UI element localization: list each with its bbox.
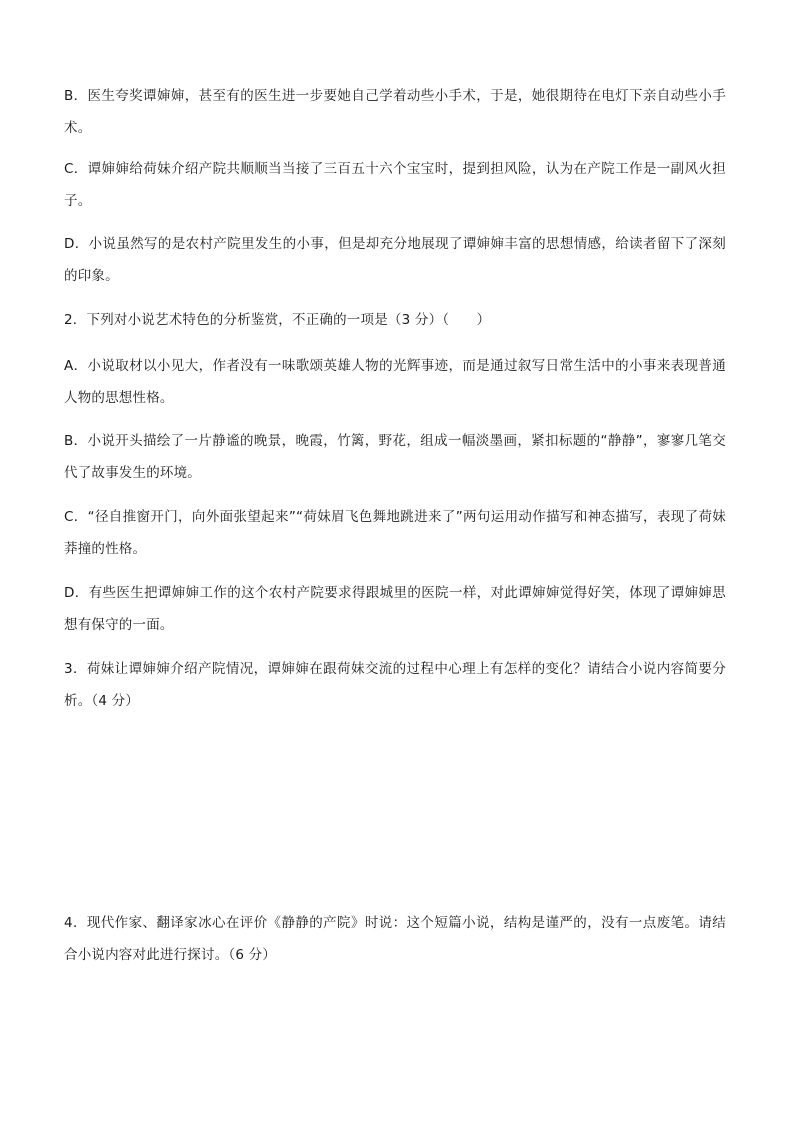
q2-option-d: D．有些医生把谭婶婶工作的这个农村产院要求得跟城里的医院一样，对此谭婶婶觉得好笑，体现了谭婶婶思想有保守的一面。 [64,585,726,633]
q2-option-c: C．“径自推窗开门，向外面张望起来”“荷妹眉飞色舞地跳进来了”两句运用动作描写和神态描写，表现了荷妹莽撞的性格。 [64,509,726,557]
q2-option-a: A．小说取材以小见大，作者没有一味歌颂英雄人物的光辉事迹，而是通过叙写日常生活中的小事来表现普通人物的思想性格。 [64,358,726,406]
q1-option-c: C．谭婶婶给荷妹介绍产院共顺顺当当接了三百五十六个宝宝时，提到担风险，认为在产院工作是一副风火担子。 [64,161,726,209]
q2-option-b: B．小说开头描绘了一片静谧的晚景，晚霞，竹篱，野花，组成一幅淡墨画，紧扣标题的“静静”，寥寥几笔交代了故事发生的环境。 [64,433,726,481]
q3-answer-space [64,720,726,890]
q4-stem: 4．现代作家、翻译家冰心在评价《静静的产院》时说：这个短篇小说，结构是谨严的，没有一点废笔。请结合小说内容对此进行探讨。（6 分） [64,915,726,963]
q3-stem: 3．荷妹让谭婶婶介绍产院情况，谭婶婶在跟荷妹交流的过程中心理上有怎样的变化？请结合小说内容简要分析。（4 分） [64,661,726,709]
q2-stem: 2．下列对小说艺术特色的分析鉴赏，不正确的一项是（3 分）（ ） [64,312,491,328]
q4-answer-space [64,975,726,1095]
q1-option-d: D．小说虽然写的是农村产院里发生的小事，但是却充分地展现了谭婶婶丰富的思想情感，给读者留下了深刻的印象。 [64,236,726,284]
q1-option-b: B．医生夸奖谭婶婶，甚至有的医生进一步要她自己学着动些小手术，于是，她很期待在电灯下亲自动些小手术。 [64,88,726,136]
